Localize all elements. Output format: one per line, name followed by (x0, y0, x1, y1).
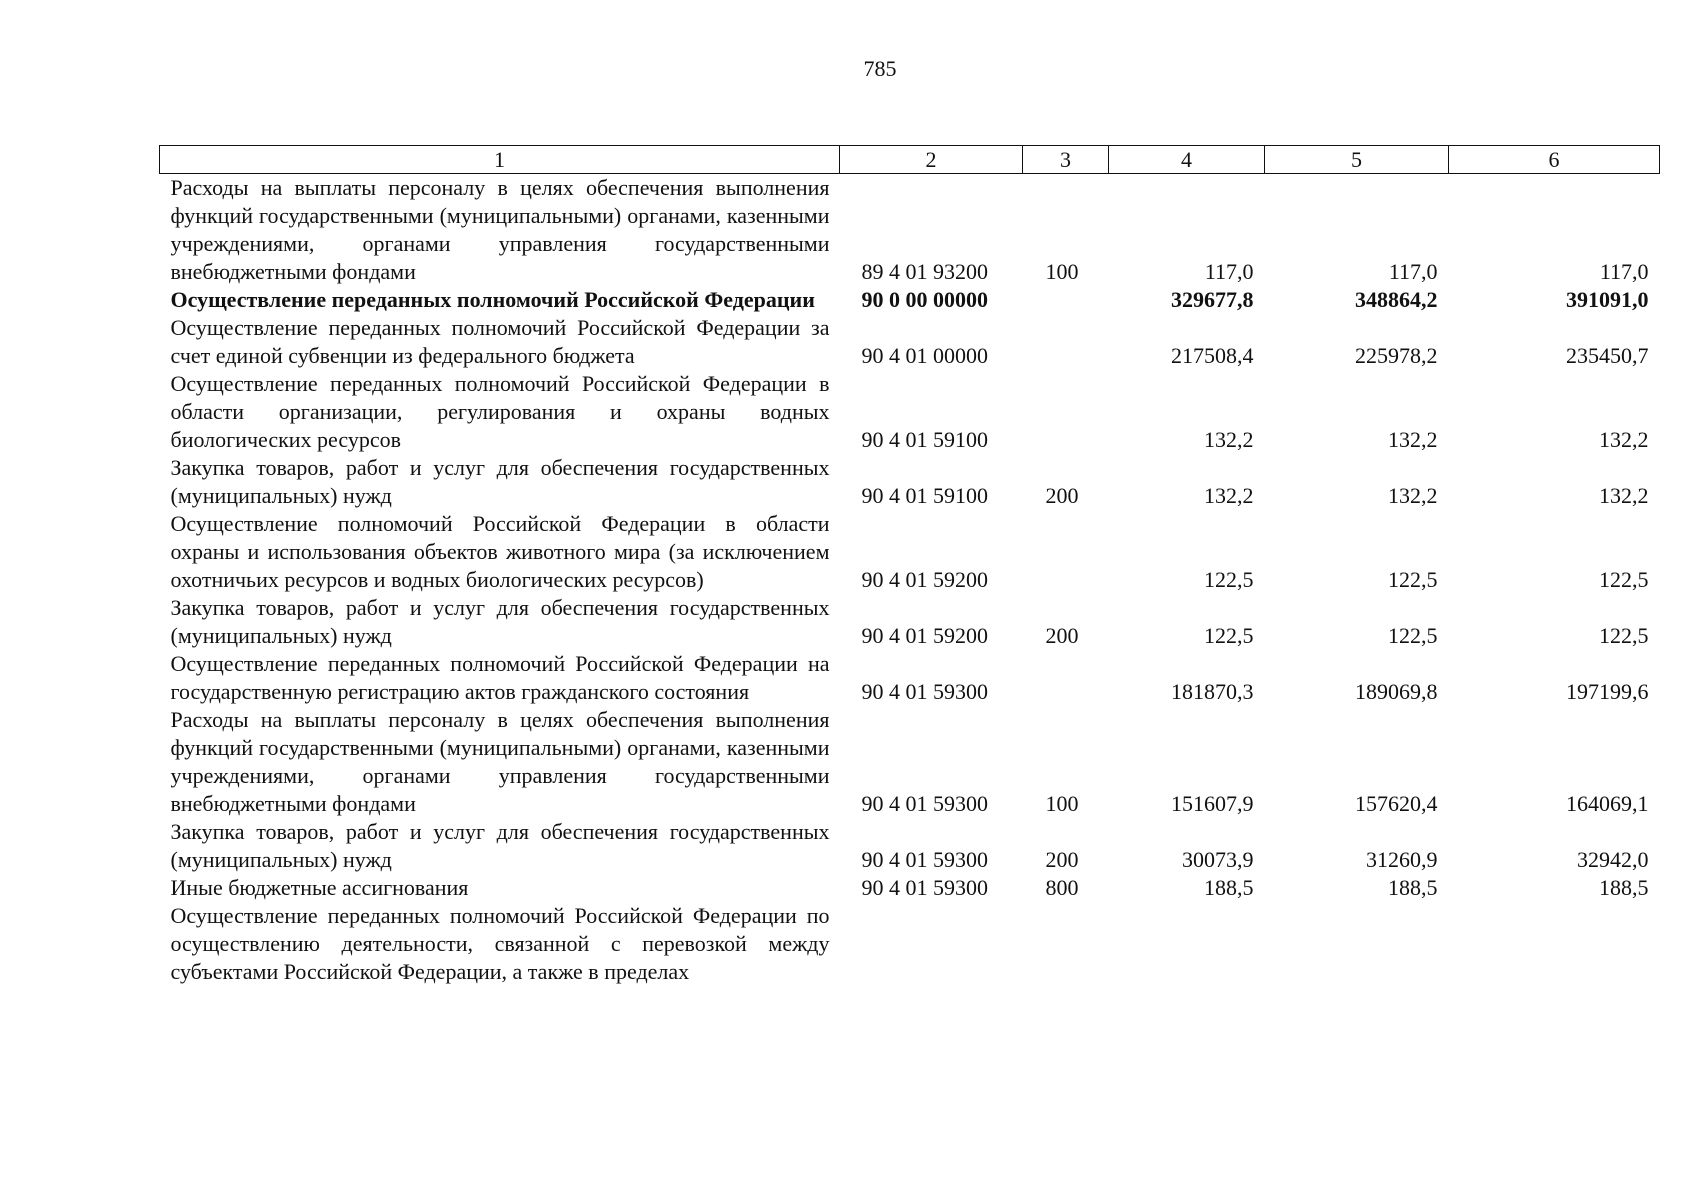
row-value-col6-cell: 32942,0 (1577, 847, 1649, 872)
row-name-cell: Осуществление полномочий Российской Федерации в области охраны и использования объектов животного мира (за исключением охотничьих ресурсов и водных биологических ресурсов) (170, 511, 830, 592)
row-value-col5-cell: 189069,8 (1355, 679, 1438, 704)
row-value-col4-cell: 122,5 (1204, 567, 1254, 592)
column-header-4: 4 (1109, 146, 1265, 174)
row-code-cell: 90 4 01 59300 (861, 847, 988, 872)
row-code-cell: 90 4 01 59200 (861, 623, 988, 648)
row-expense-type-cell (1023, 650, 1109, 706)
row-expense-type-cell: 100 (1045, 259, 1079, 284)
row-value-col5-cell: 132,2 (1388, 427, 1438, 452)
row-name-cell: Осуществление переданных полномочий Российской Федерации на государственную регистрацию актов гражданского состояния (170, 651, 830, 704)
column-header-6: 6 (1449, 146, 1660, 174)
row-value-col6-cell: 197199,6 (1566, 679, 1649, 704)
row-value-col5-cell: 157620,4 (1355, 791, 1438, 816)
row-name-cell: Иные бюджетные ассигнования (170, 875, 469, 900)
row-code-cell: 90 4 01 59100 (861, 483, 988, 508)
row-expense-type-cell (1023, 370, 1109, 454)
row-expense-type-cell: 800 (1045, 875, 1079, 900)
table-row (160, 370, 1660, 454)
page-number: 785 (863, 56, 897, 81)
table-body (160, 174, 1660, 987)
row-name-cell: Осуществление переданных полномочий Российской Федерации за счет единой субвенции из федерального бюджета (170, 315, 830, 368)
row-expense-type-cell: 200 (1045, 623, 1079, 648)
column-header-2: 2 (840, 146, 1023, 174)
row-value-col5-cell: 117,0 (1388, 259, 1438, 284)
row-value-col5-cell (1265, 902, 1449, 986)
row-value-col6-cell: 122,5 (1599, 567, 1649, 592)
row-value-col4-cell: 329677,8 (1171, 287, 1254, 312)
row-value-col6-cell: 132,2 (1599, 427, 1649, 452)
table-row (160, 902, 1660, 986)
row-name-cell: Осуществление переданных полномочий Российской Федерации в области организации, регулирования и охраны водных биологических ресурсов (170, 371, 830, 452)
row-name-cell: Расходы на выплаты персоналу в целях обеспечения выполнения функций государственными (муниципальными) органами, казенными учреждениями, органами управления государственными внебюджетными фондами (170, 175, 830, 284)
row-value-col6-cell: 117,0 (1599, 259, 1649, 284)
table-row (160, 874, 1660, 902)
row-value-col4-cell: 188,5 (1204, 875, 1254, 900)
table-row (160, 314, 1660, 370)
row-value-col5-cell: 122,5 (1388, 567, 1438, 592)
table-row (160, 706, 1660, 818)
row-code-cell: 90 0 00 00000 (861, 287, 988, 312)
table-row (160, 818, 1660, 874)
column-header-1: 1 (160, 146, 840, 174)
row-code-cell: 90 4 01 00000 (861, 343, 988, 368)
row-value-col6-cell: 188,5 (1599, 875, 1649, 900)
row-value-col6-cell: 164069,1 (1566, 791, 1649, 816)
row-expense-type-cell (1023, 510, 1109, 594)
table-row (160, 594, 1660, 650)
row-value-col4-cell: 122,5 (1204, 623, 1254, 648)
row-name-cell: Осуществление переданных полномочий Российской Федерации (170, 287, 815, 312)
row-value-col6-cell: 391091,0 (1566, 287, 1649, 312)
row-code-cell: 90 4 01 59300 (861, 875, 988, 900)
row-value-col5-cell: 122,5 (1388, 623, 1438, 648)
row-code-cell: 90 4 01 59300 (861, 679, 988, 704)
table-row (160, 454, 1660, 510)
row-expense-type-cell: 200 (1045, 847, 1079, 872)
row-expense-type-cell (1023, 902, 1109, 986)
row-value-col5-cell: 348864,2 (1355, 287, 1438, 312)
row-expense-type-cell (1023, 314, 1109, 370)
row-value-col4-cell: 181870,3 (1171, 679, 1254, 704)
budget-table (159, 145, 1660, 986)
row-value-col4-cell: 151607,9 (1171, 791, 1254, 816)
column-header-5: 5 (1265, 146, 1449, 174)
table-row (160, 286, 1660, 314)
row-value-col4-cell: 132,2 (1204, 427, 1254, 452)
row-value-col6-cell: 132,2 (1599, 483, 1649, 508)
row-value-col5-cell: 132,2 (1388, 483, 1438, 508)
row-name-cell: Закупка товаров, работ и услуг для обеспечения государственных (муниципальных) нужд (170, 595, 830, 648)
table-header-row (160, 146, 1660, 174)
row-value-col6-cell: 235450,7 (1566, 343, 1649, 368)
table-row (160, 510, 1660, 594)
row-value-col6-cell (1449, 902, 1660, 986)
row-value-col5-cell: 31260,9 (1366, 847, 1438, 872)
table-row (160, 650, 1660, 706)
row-value-col4-cell: 117,0 (1204, 259, 1254, 284)
row-name-cell: Закупка товаров, работ и услуг для обеспечения государственных (муниципальных) нужд (170, 455, 830, 508)
row-value-col4-cell: 132,2 (1204, 483, 1254, 508)
row-name-cell: Расходы на выплаты персоналу в целях обеспечения выполнения функций государственными (муниципальными) органами, казенными учреждениями, органами управления государственными внебюджетными фондами (170, 707, 830, 816)
row-code-cell: 90 4 01 59100 (861, 427, 988, 452)
row-code-cell (840, 902, 1023, 986)
row-value-col5-cell: 225978,2 (1355, 343, 1438, 368)
row-name-cell: Осуществление переданных полномочий Российской Федерации по осуществлению деятельности, связанной с перевозкой между субъектами Российской Федерации, а также в пределах (170, 903, 830, 984)
row-value-col6-cell: 122,5 (1599, 623, 1649, 648)
row-expense-type-cell: 100 (1045, 791, 1079, 816)
row-code-cell: 90 4 01 59300 (861, 791, 988, 816)
row-expense-type-cell: 200 (1045, 483, 1079, 508)
row-code-cell: 89 4 01 93200 (861, 259, 988, 284)
row-code-cell: 90 4 01 59200 (861, 567, 988, 592)
row-expense-type-cell (1023, 286, 1109, 314)
row-name-cell: Закупка товаров, работ и услуг для обеспечения государственных (муниципальных) нужд (170, 819, 830, 872)
column-header-3: 3 (1023, 146, 1109, 174)
row-value-col4-cell: 30073,9 (1182, 847, 1254, 872)
row-value-col5-cell: 188,5 (1388, 875, 1438, 900)
table-row (160, 174, 1660, 287)
row-value-col4-cell (1109, 902, 1265, 986)
row-value-col4-cell: 217508,4 (1171, 343, 1254, 368)
